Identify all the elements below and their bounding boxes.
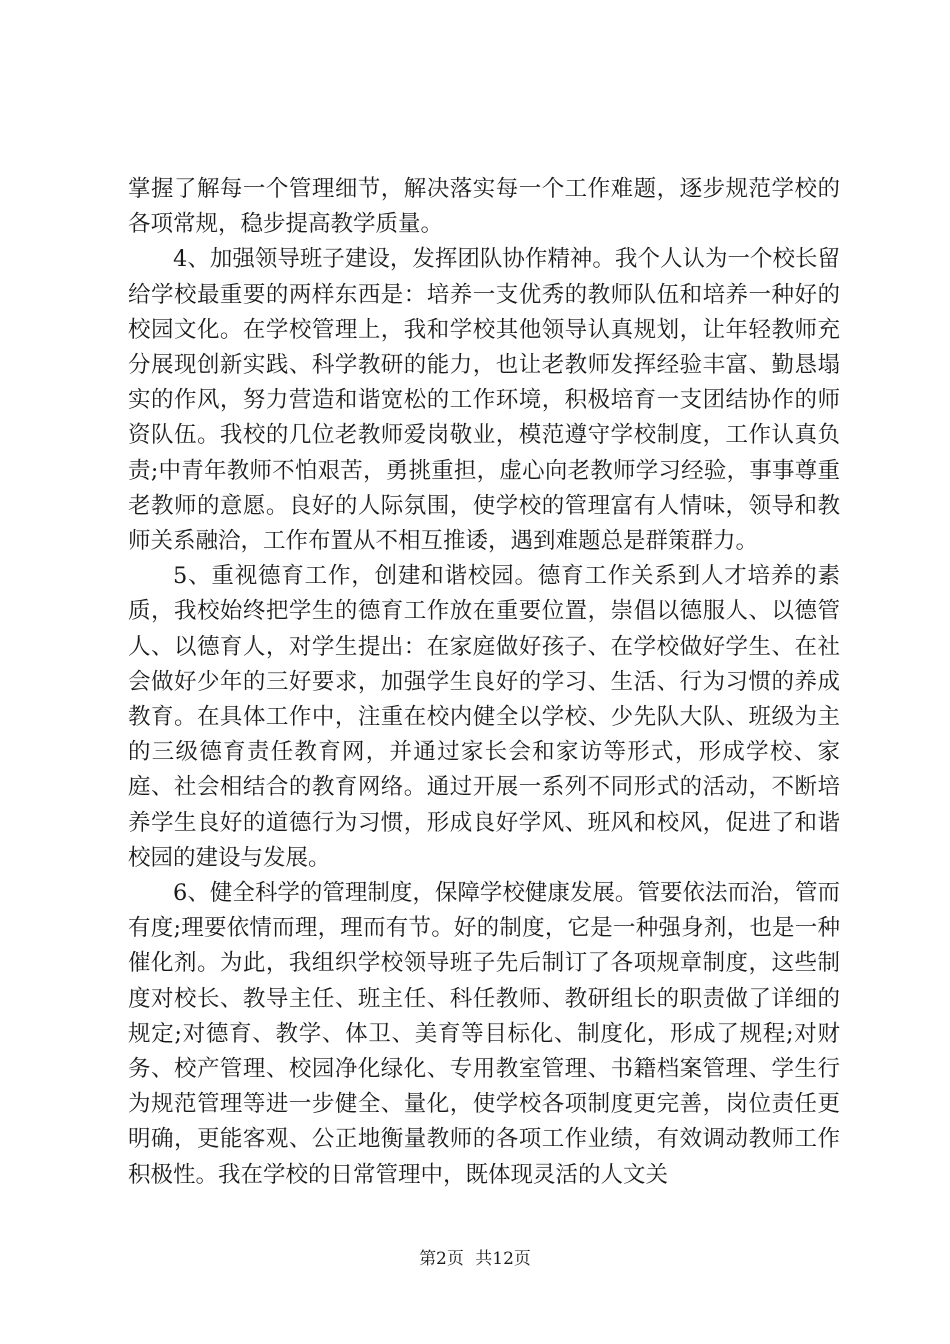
paragraph-item-5: 5、重视德育工作，创建和谐校园。德育工作关系到人才培养的素质，我校始终把学生的德育工作放在重要位置，崇倡以德服人、以德管人、以德育人，对学生提出：在家庭做好孩子、在学校做好学生、在社会做好少年的三好要求，加强学生良好的学习、生活、行为习惯的养成教育。在具体工作中，注重在校内健全以学校、少先队大队、班级为主的三级德育责任教育网，并通过家长会和家访等形式，形成学校、家庭、社会相结合的教育网络。通过开展一系列不同形式的活动，不断培养学生良好的道德行为习惯，形成良好学风、班风和校风，促进了和谐校园的建设与发展。	[128, 563, 840, 871]
paragraph-item-6: 6、健全科学的管理制度，保障学校健康发展。管要依法而治，管而有度;理要依情而理，理而有节。好的制度，它是一种强身剂，也是一种催化剂。为此，我组织学校领导班子先后制订了各项规章制度，这些制度对校长、教导主任、班主任、科任教师、教研组长的职责做了详细的规定;对德育、教学、体卫、美育等目标化、制度化，形成了规程;对财务、校产管理、校园净化绿化、专用教室管理、书籍档案管理、学生行为规范管理等进一步健全、量化，使学校各项制度更完善，岗位责任更明确，更能客观、公正地衡量教师的各项工作业绩，有效调动教师工作积极性。我在学校的日常管理中，既体现灵活的人文关	[128, 880, 840, 1188]
paragraph-item-4: 4、加强领导班子建设，发挥团队协作精神。我个人认为一个校长留给学校最重要的两样东西是：培养一支优秀的教师队伍和培养一种好的校园文化。在学校管理上，我和学校其他领导认真规划，让年轻教师充分展现创新实践、科学教研的能力，也让老教师发挥经验丰富、勤恳塌实的作风，努力营造和谐宽松的工作环境，积极培育一支团结协作的师资队伍。我校的几位老教师爱岗敬业，模范遵守学校制度，工作认真负责;中青年教师不怕艰苦，勇挑重担，虚心向老教师学习经验，事事尊重老教师的意愿。良好的人际氛围，使学校的管理富有人情味，领导和教师关系融洽，工作布置从不相互推诿，遇到难题总是群策群力。	[128, 246, 840, 555]
paragraph-continuation: 掌握了解每一个管理细节，解决落实每一个工作难题，逐步规范学校的各项常规，稳步提高教学质量。	[128, 176, 840, 238]
page-footer	[0, 1244, 950, 1269]
page-number: 第2页	[419, 1249, 464, 1269]
page-total: 共12页	[475, 1249, 531, 1269]
document-body	[128, 172, 840, 1193]
